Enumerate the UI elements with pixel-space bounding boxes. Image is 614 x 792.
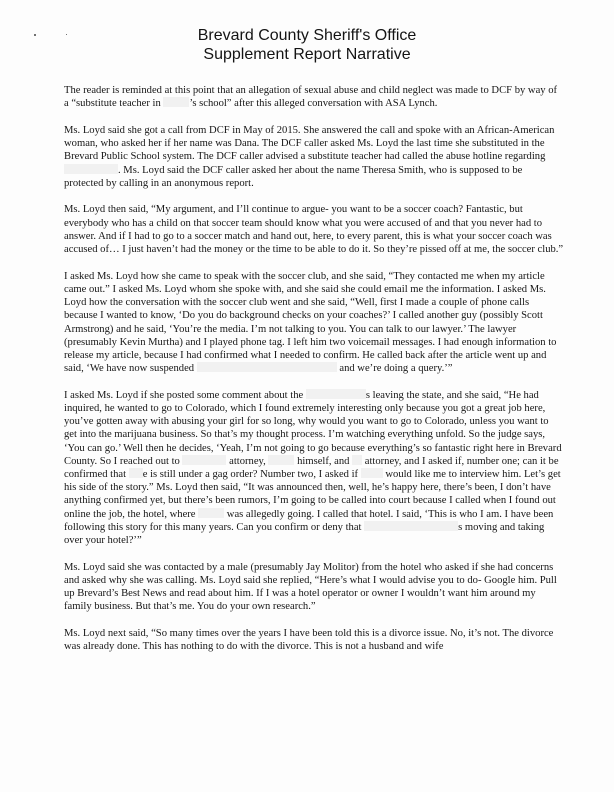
narrative-paragraph bbox=[64, 627, 564, 653]
narrative-text: I asked Ms. Loyd if she posted some comment about the bbox=[64, 389, 306, 401]
redaction-block bbox=[198, 508, 224, 518]
narrative-text: was allegedly going. I called that hotel. I said, ‘This is who I am. I have been following this story for this many years. Can you confirm or deny that bbox=[64, 508, 554, 533]
redaction-block bbox=[268, 455, 294, 465]
narrative-paragraph bbox=[64, 561, 564, 614]
narrative-paragraph bbox=[64, 203, 564, 256]
narrative-body bbox=[64, 84, 564, 667]
narrative-paragraph bbox=[64, 270, 564, 376]
redaction-block bbox=[364, 521, 458, 531]
redaction-block bbox=[197, 362, 337, 372]
narrative-text: would like me to interview him. Let’s get his side of the story.” Ms. Loyd then said, “It was announced then, well, he’s happy here, there’s been, I don’t have anything confirmed yet, but there’s been rumors, I’m going to be called into court because I called when I found out online the job, the hotel, where bbox=[64, 469, 561, 520]
narrative-text: The reader is reminded at this point that an allegation of sexual abuse and child neglect was made to DCF by way of a “substitute teacher in bbox=[64, 85, 558, 110]
narrative-text: Ms. Loyd then said, “My argument, and I’ll continue to argue- you want to be a soccer coach? Fantastic, but everybody who has a child on that soccer team should know what you were accused of and that you never had to answer. And if I had to go to a soccer match and hand out, here, to every parent, this is what your soccer coach was accused of… I just haven’t had the money or the time to be able to do it. So they’re pissed off at me, the soccer club.” bbox=[64, 204, 564, 256]
redaction-block bbox=[361, 468, 383, 478]
report-subtitle: Supplement Report Narrative bbox=[203, 46, 411, 63]
redaction-block bbox=[129, 468, 143, 478]
narrative-text: Ms. Loyd next said, “So many times over the years I have been told this is a divorce issue. No, it’s not. The divorce was already done. This has nothing to do with the divorce. This is not a husband and wife bbox=[64, 628, 554, 653]
narrative-text: s leaving the state, and she said, “He had inquired, he wanted to go to Colorado, which I found extremely interesting only because you got a great job here, you’ve gotten away with abusing your girl for so long, why would you want to go to Colorado, unless you want to get into the marijuana business. So that’s my thought process. I’m watching everything unfold. So the judge says, ‘You can go.’ Well then he decides, ‘Yeah, I’m not going to go because everything’s so fantastic right here in Brevard County. So I reached out to bbox=[64, 389, 562, 467]
narrative-paragraph bbox=[64, 84, 564, 110]
narrative-paragraph bbox=[64, 124, 564, 190]
report-header bbox=[0, 26, 614, 64]
redaction-block bbox=[163, 97, 189, 107]
narrative-text: and we’re doing a query.’” bbox=[336, 363, 453, 375]
redaction-block bbox=[64, 164, 118, 174]
narrative-text: Ms. Loyd said she was contacted by a male (presumably Jay Molitor) from the hotel who asked if she had concerns and asked why she was calling. Ms. Loyd said she replied, “Here’s what I would advise you to do- Google him. Pull up Brevard’s Best News and read about him. If I was a hotel operator or owner I wouldn’t want him around my family business. But that’s me. You do your own research.” bbox=[64, 561, 557, 613]
redaction-block bbox=[306, 389, 366, 399]
redaction-block bbox=[182, 455, 226, 465]
narrative-text: ’s school” after this alleged conversation with ASA Lynch. bbox=[189, 98, 438, 110]
narrative-text: . Ms. Loyd said the DCF caller asked her about the name Theresa Smith, who is supposed to be protected by calling in an anonymous report. bbox=[64, 164, 523, 189]
report-title: Brevard County Sheriff's Office bbox=[197, 27, 417, 44]
narrative-paragraph bbox=[64, 389, 564, 547]
narrative-text: himself, and bbox=[294, 455, 353, 467]
narrative-text: s moving and taking over your hotel?’” bbox=[64, 521, 545, 547]
narrative-text: e is still under a gag order? Number two, I asked if bbox=[142, 469, 361, 481]
narrative-text: attorney, and I asked if, number one; can it be confirmed that bbox=[64, 455, 559, 481]
narrative-text: attorney, bbox=[226, 455, 269, 467]
narrative-text: Ms. Loyd said she got a call from DCF in May of 2015. She answered the call and spoke with an African-American woman, who asked her if her name was Dana. The DCF caller asked Ms. Loyd the last time she substituted in the Brevard Public School system. The DCF caller advised a substitute teacher had called the abuse hotline regarding bbox=[64, 124, 555, 163]
narrative-text: I asked Ms. Loyd how she came to speak with the soccer club, and she said, “They contacted me when my article came out.” I asked Ms. Loyd whom she spoke with, and she said she could email me the information. I asked Ms. Loyd how the conversation with the soccer club went and she said, “Well, first I made a couple of phone calls because I wanted to know, ‘Do you do background checks on your coaches?’ I called another guy (possibly Scott Armstrong) and he said, ‘You’re the media. I’m not talking to you. You can talk to our lawyer.’ The lawyer (presumably Kevin Murtha) and I played phone tag. I left him two voicemail messages. I had enough information to release my article, because I had confirmed what I needed to confirm. He called back after the article went up and said, ‘We have now suspended bbox=[64, 270, 557, 375]
redaction-block bbox=[352, 455, 362, 465]
